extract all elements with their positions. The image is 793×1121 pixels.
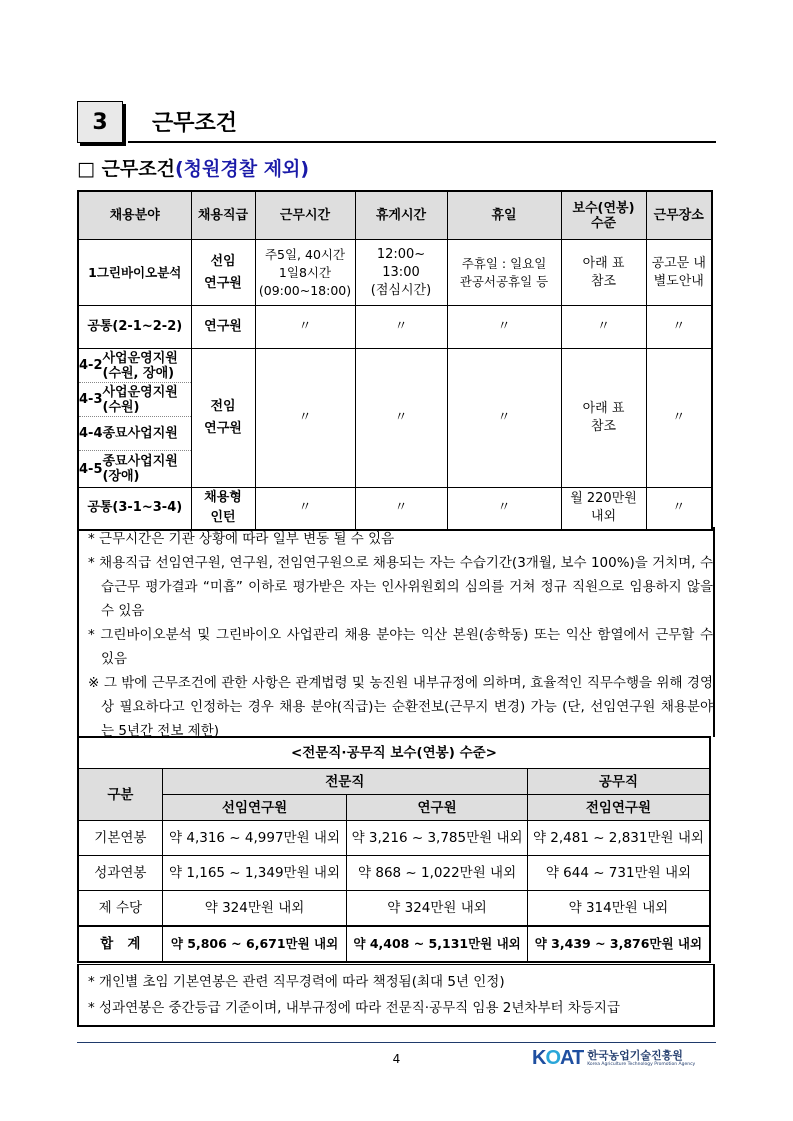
ditto-cell: 〃 [447,306,561,349]
footer-line [77,1042,716,1043]
header-cell: 근무장소 [646,191,712,240]
rank-cell: 전임 연구원 [191,349,255,488]
table-cell: 약 868 ~ 1,022만원 내외 [347,856,528,891]
header-cell: 구분 [78,769,162,821]
ditto-cell: 〃 [255,306,355,349]
work-conditions-table [77,190,713,531]
table-row [78,488,712,530]
table-cell: 약 4,316 ~ 4,997만원 내외 [162,821,347,856]
note-item: * 채용직급 선임연구원, 연구원, 전임연구원으로 채용되는 자는 수습기간(3개월, 보수 100%)을 거치며, 수습근무 평가결과 “미흡” 이하로 평가받은 자는 인사위원회의 심의를 거쳐 정규 직원으로 임용하지 않을 수 있음 [88,555,713,619]
header-cell: 채용분야 [78,191,191,240]
table-row [78,240,712,306]
field-cell: 공통(3-1~3-4) [78,488,191,530]
table-row [78,349,712,488]
ditto-cell: 〃 [355,488,447,530]
group-item-num: 4-4 [79,426,103,441]
header-cell: 채용직급 [191,191,255,240]
group-item-label: 사업운영지원 (수원, 장애) [102,350,178,381]
break-cell: 12:00~ 13:00 (점심시간) [355,240,447,306]
table-row [78,306,712,349]
header-cell: 전문직 [162,769,527,795]
table-caption-row [78,737,710,769]
group-item-label: 종묘사업지원 (장애) [102,454,178,484]
note-item: ※ 그 밖에 근무조건에 관한 사항은 관계법령 및 농진원 내부규정에 의하며, 효율적인 직무수행을 위해 경영상 필요하다고 인정하는 경우 채용 분야(직급)는 순환전보(근무지 변경) 가능 (단, 선임연구원 채용분야는 5년간 전보 제한) [88,675,713,739]
header-cell: 근무시간 [255,191,355,240]
subheading-paren: (청원경찰 제외) [174,158,310,180]
ditto-cell: 〃 [355,349,447,488]
pay-cell: 아래 표 참조 [561,349,646,488]
page-number: 4 [392,1052,401,1066]
header-cell: 공무직 [527,769,710,795]
header-cell: 휴게시간 [355,191,447,240]
logo-english: Korea Agriculture Technology Promotion Agency [587,1062,696,1067]
logo-mark [532,1047,583,1070]
table-cell: 약 3,439 ~ 3,876만원 내외 [527,926,710,962]
header-cell: 선임연구원 [162,795,347,821]
header-cell: 연구원 [347,795,528,821]
salary-table-caption: <전문직·공무직 보수(연봉) 수준> [78,737,710,769]
note-item: * 성과연봉은 중간등급 기준이며, 내부규정에 따라 전문직·공무직 임용 2년차부터 차등지급 [88,1000,621,1016]
subheading-prefix: □ 근무조건 [77,158,175,180]
table-cell: 약 2,481 ~ 2,831만원 내외 [527,821,710,856]
group-item [79,417,191,451]
subheading [77,154,309,181]
logo-korean: 한국농업기술진흥원 [587,1049,683,1062]
row-label: 제 수당 [78,891,162,927]
field-cell: 1그린바이오분석 [78,240,191,306]
logo-mark-c: AT [560,1047,584,1069]
holiday-cell: 주휴일 : 일요일 관공서공휴일 등 [447,240,561,306]
section-number: 3 [77,101,123,143]
agency-logo [532,1047,695,1070]
group-item-num: 4-3 [79,392,103,407]
ditto-cell: 〃 [561,306,646,349]
group-item-num: 4-5 [79,461,103,477]
note-item: * 근무시간은 기관 상황에 따라 일부 변동 될 수 있음 [88,531,395,547]
ditto-cell: 〃 [447,349,561,488]
table-cell: 약 324만원 내외 [162,891,347,927]
section-underline [128,141,716,143]
table-row [78,821,710,856]
group-item-label: 종묘사업지원 [102,426,178,441]
ditto-cell: 〃 [646,349,712,488]
table-cell: 약 5,806 ~ 6,671만원 내외 [162,926,347,962]
table-header-row [78,769,710,795]
table-header-row [78,795,710,821]
hours-cell: 주5일, 40시간 1일8시간 (09:00~18:00) [255,240,355,306]
note-item: * 개인별 초임 기본연봉은 관련 직무경력에 따라 책정됨(최대 5년 인정) [88,974,505,990]
table-cell: 약 4,408 ~ 5,131만원 내외 [347,926,528,962]
header-cell: 전임연구원 [527,795,710,821]
ditto-cell: 〃 [255,349,355,488]
group-item [79,451,191,487]
rank-cell: 채용형 인턴 [191,488,255,530]
logo-mark-b: O [545,1047,561,1069]
ditto-cell: 〃 [355,306,447,349]
table-cell: 약 1,165 ~ 1,349만원 내외 [162,856,347,891]
rank-cell: 연구원 [191,306,255,349]
table-cell: 약 644 ~ 731만원 내외 [527,856,710,891]
group-item [79,349,191,383]
header-cell: 보수(연봉) 수준 [561,191,646,240]
salary-table [77,736,711,963]
row-label: 합 계 [78,926,162,962]
notes-block [77,527,715,737]
group-item [79,383,191,417]
pay-cell: 월 220만원 내외 [561,488,646,530]
table-header-row [78,191,712,240]
logo-mark-a: K [532,1047,546,1069]
group-item-num: 4-2 [79,358,103,373]
place-cell: 공고문 내 별도안내 [646,240,712,306]
field-group-cell [78,349,191,488]
header-cell: 휴일 [447,191,561,240]
field-cell: 공통(2-1~2-2) [78,306,191,349]
salary-notes [77,964,715,1027]
table-cell: 약 3,216 ~ 3,785만원 내외 [347,821,528,856]
table-row [78,856,710,891]
group-item-label: 사업운영지원 (수원) [102,384,178,415]
ditto-cell: 〃 [447,488,561,530]
rank-cell: 선임 연구원 [191,240,255,306]
ditto-cell: 〃 [646,306,712,349]
row-label: 성과연봉 [78,856,162,891]
table-cell: 약 314만원 내외 [527,891,710,927]
table-row [78,891,710,927]
ditto-cell: 〃 [646,488,712,530]
table-cell: 약 324만원 내외 [347,891,528,927]
note-item: * 그린바이오분석 및 그린바이오 사업관리 채용 분야는 익산 본원(송학동) 또는 익산 함열에서 근무할 수 있음 [88,627,713,667]
section-title: 근무조건 [152,111,238,136]
total-row [78,926,710,962]
row-label: 기본연봉 [78,821,162,856]
pay-cell: 아래 표 참조 [561,240,646,306]
ditto-cell: 〃 [255,488,355,530]
